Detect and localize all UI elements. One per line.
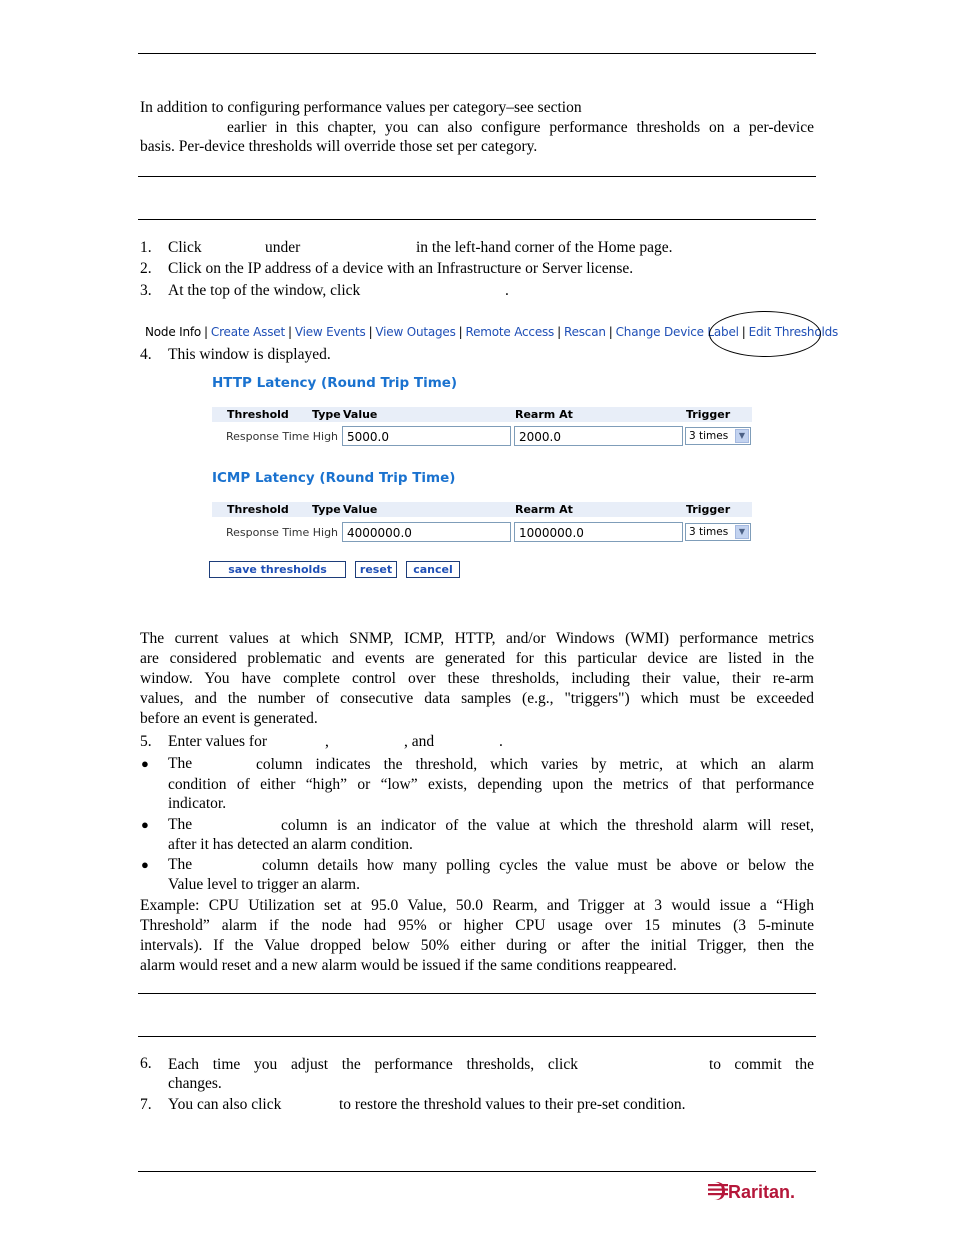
step-1-number: 1. [140,239,152,256]
raritan-logo [708,1179,812,1203]
nav-node-info: Node Info [145,325,202,339]
step-4-number: 4. [140,346,152,363]
reset-button[interactable]: reset [355,561,397,578]
bullet-2-lead: The [168,816,193,833]
body-paragraph: The current values at which SNMP, ICMP, HTTP, and/or Windows (WMI) performance metrics are considered problematic and events are generated for this particular device are listed in the window. You have complete control over these thresholds, including their value, their re-arm values, and the number of consecutive data samples (e.g., "triggers") which must be exceeded before an event is generated. [140,630,814,727]
bullet-3-line-1: column details how many polling cycles the value must be above or below the [262,857,814,874]
bullet-2-line-1: column is an indicator of the value at which the threshold alarm will reset, [281,817,814,834]
bullet-1-line-2: condition of either “high” or “low” exists, depending upon the metrics of that performance [168,776,814,793]
note-rule-bottom-2 [138,1036,816,1037]
bullet-icon: ● [141,756,149,771]
step-6-number: 6. [140,1055,152,1072]
http-rearm-input[interactable]: 2000.0 [514,426,683,446]
step-7-part-a: You can also click [168,1096,282,1113]
nav-view-outages[interactable]: View Outages [375,325,456,339]
icmp-value-input[interactable]: 4000000.0 [342,522,511,542]
note-rule-top [138,176,816,177]
header-rearm: Rearm At [515,408,573,421]
icmp-trigger-value: 3 times [689,526,729,538]
header-rearm: Rearm At [515,503,573,516]
chevron-down-icon: ▼ [735,525,749,539]
http-trigger-select[interactable] [685,427,751,445]
step-2-text: Click on the IP address of a device with an Infrastructure or Server license. [168,260,634,277]
bullet-3-line-2: Value level to trigger an alarm. [168,876,360,893]
nav-remote-access[interactable]: Remote Access [465,325,555,339]
http-section-title: HTTP Latency (Round Trip Time) [212,375,458,391]
intro-line-2: earlier in this chapter, you can also configure performance thresholds on a per-device [227,119,814,136]
http-row-label: Response Time High [226,430,339,443]
step-5-number: 5. [140,733,152,750]
step-5-part-d: . [499,733,503,750]
nav-separator: | [741,325,746,339]
step-6-line-2: changes. [168,1075,222,1092]
bullet-1-line-3: indicator. [168,795,227,812]
icmp-trigger-select[interactable] [685,523,751,541]
note-rule-bottom [138,219,816,220]
step-5-part-b: , [325,733,329,750]
step-6-line-1b: to commit the [709,1056,814,1073]
nav-separator: | [557,325,561,339]
header-threshold: Threshold [227,408,289,421]
step-1-part-b: under [265,239,301,256]
icmp-row-label: Response Time High [226,526,339,539]
bullet-2-line-2: after it has detected an alarm condition. [168,836,413,853]
step-6-line-1a: Each time you adjust the performance thresholds, click [168,1056,578,1073]
footer-rule [138,1171,816,1172]
step-7-number: 7. [140,1096,152,1113]
nav-change-device-label[interactable]: Change Device Label [615,325,739,339]
header-value: Value [343,408,378,421]
nav-view-events[interactable]: View Events [294,325,366,339]
step-3-number: 3. [140,282,152,299]
nav-separator: | [287,325,292,339]
http-trigger-value: 3 times [689,430,729,442]
step-1-part-c: in the left-hand corner of the Home page. [416,239,673,256]
bullet-1-lead: The [168,755,193,772]
http-value-input[interactable]: 5000.0 [342,426,511,446]
chevron-down-icon: ▼ [735,429,749,443]
bullet-icon: ● [141,817,149,832]
nav-rescan[interactable]: Rescan [563,325,606,339]
nav-edit-thresholds[interactable]: Edit Thresholds [748,325,839,339]
nav-separator: | [608,325,613,339]
note-rule-top-2 [138,993,816,994]
step-7-part-b: to restore the threshold values to their pre-set condition. [339,1096,686,1113]
step-3-part-a: At the top of the window, click [168,282,361,299]
header-trigger: Trigger [686,503,731,516]
highlight-oval [709,311,821,357]
step-2-number: 2. [140,260,152,277]
step-1-part-a: Click [168,239,202,256]
step-4-text: This window is displayed. [168,346,331,363]
example-paragraph: Example: CPU Utilization set at 95.0 Value, 50.0 Rearm, and Trigger at 3 would issue a “High Threshold” alarm if the node had 95% or higher CPU usage over 15 minutes (3 5-minute intervals). If the Value dropped below 50% either during or after the initial Trigger, then the alarm would reset and a new alarm would be issued if the same conditions reappeared. [140,897,814,974]
logo-text: Raritan. [728,1182,796,1202]
step-5-part-c: , and [404,733,435,750]
intro-line-3: basis. Per-device thresholds will override those set per category. [140,138,538,155]
icmp-table-header [212,502,752,517]
nav-separator: | [204,325,208,339]
header-value: Value [343,503,378,516]
header-trigger: Trigger [686,408,731,421]
bullet-1-line-1: column indicates the threshold, which varies by metric, at which an alarm [256,756,814,773]
cancel-button[interactable]: cancel [406,561,460,578]
header-type: Type [312,408,341,421]
intro-line-1: In addition to configuring performance values per category–see section [140,99,582,116]
bullet-icon: ● [141,857,149,872]
header-threshold: Threshold [227,503,289,516]
save-thresholds-button[interactable]: save thresholds [209,561,346,578]
header-rule [138,53,816,54]
step-3-part-b: . [505,282,509,299]
nav-create-asset[interactable]: Create Asset [210,325,285,339]
bullet-3-lead: The [168,856,193,873]
step-5-part-a: Enter values for [168,733,267,750]
http-table-header [212,407,752,422]
nav-separator: | [458,325,463,339]
nav-separator: | [368,325,373,339]
icmp-rearm-input[interactable]: 1000000.0 [514,522,683,542]
icmp-section-title: ICMP Latency (Round Trip Time) [212,470,456,486]
header-type: Type [312,503,341,516]
raritan-logo-graphic [708,1179,812,1203]
